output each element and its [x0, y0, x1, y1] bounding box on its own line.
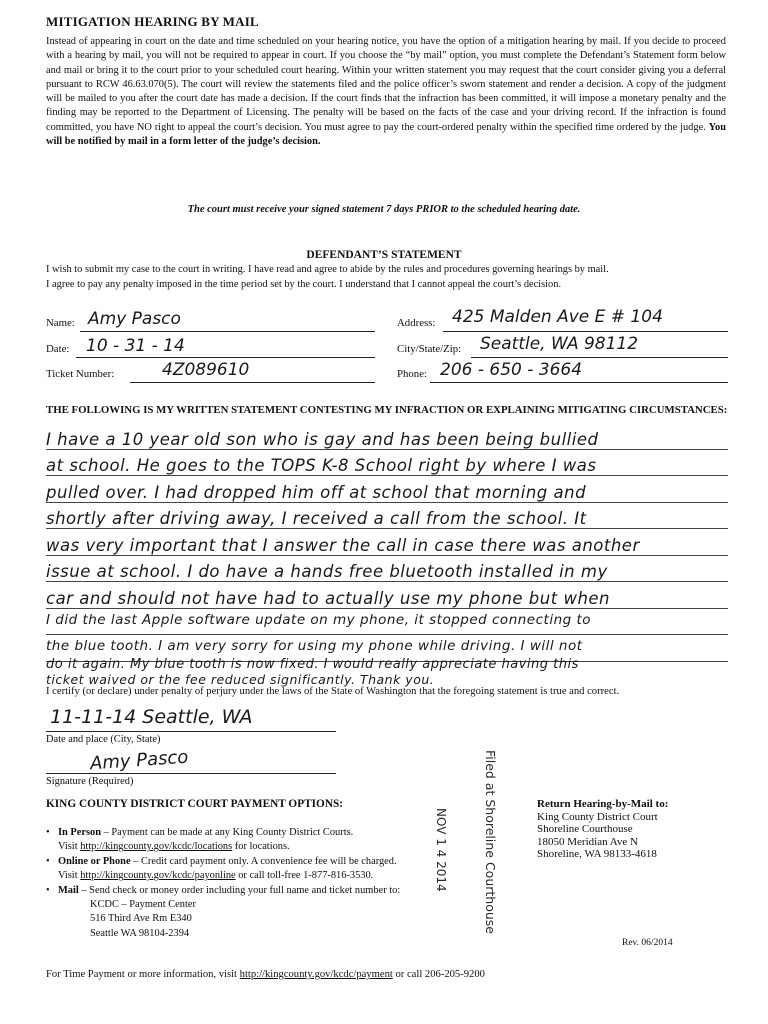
mail-address	[58, 898, 400, 941]
ruled-line	[46, 475, 728, 476]
city-state-zip-line	[471, 357, 728, 358]
mail-heading: Mail	[58, 884, 79, 896]
name-field[interactable]: Amy Pasco	[88, 309, 181, 329]
payment-option-in-person	[46, 826, 486, 855]
date-field[interactable]: 10 - 31 - 14	[86, 336, 185, 356]
handwritten-line[interactable]: do it again. My blue tooth is now fixed. I would really appreciate having this	[46, 657, 579, 672]
form-title: MITIGATION HEARING BY MAIL	[46, 14, 259, 29]
handwritten-line[interactable]: issue at school. I do have a hands free bluetooth installed in my	[46, 562, 608, 581]
phone-line	[430, 382, 728, 383]
filed-stamp-date: NOV 1 4 2014	[434, 808, 448, 892]
payment-options-title: KING COUNTY DISTRICT COURT PAYMENT OPTIONS:	[46, 798, 344, 810]
date-place-line	[46, 731, 336, 732]
ruled-line	[46, 502, 728, 503]
handwritten-line[interactable]: was very important that I answer the call in case there was another	[46, 536, 640, 555]
handwritten-line[interactable]: car and should not have had to actually use my phone but when	[46, 589, 611, 608]
certify-text: I certify (or declare) under penalty of perjury under the laws of the State of Washington that the foregoing statement is true and correct.	[46, 686, 620, 697]
payonline-link[interactable]: http://kingcounty.gov/kcdc/payonline	[80, 870, 236, 882]
return-address	[537, 798, 668, 861]
date-label: Date:	[46, 343, 70, 355]
return-address-line: Shoreline Courthouse	[537, 823, 633, 836]
ruled-line	[46, 449, 728, 450]
handwritten-line[interactable]: at school. He goes to the TOPS K-8 School right by where I was	[46, 456, 597, 475]
intro-paragraph	[46, 35, 726, 149]
online-heading: Online or Phone	[58, 855, 131, 867]
return-address-title: Return Hearing-by-Mail to:	[537, 798, 669, 810]
phone-label: Phone:	[397, 368, 427, 380]
bullet-icon: •	[46, 855, 50, 867]
ruled-line	[46, 634, 728, 635]
written-statement-heading: THE FOLLOWING IS MY WRITTEN STATEMENT CONTESTING MY INFRACTION OR EXPLAINING MITIGATING CIRCUMSTANCES:	[46, 404, 728, 416]
locations-link[interactable]: http://kingcounty.gov/kcdc/locations	[80, 841, 233, 853]
footer	[46, 969, 485, 980]
date-line	[76, 357, 375, 358]
ticket-number-line	[130, 382, 375, 383]
footer-text: For Time Payment or more information, visit	[46, 969, 240, 980]
ruled-line	[46, 608, 728, 609]
handwritten-line[interactable]: the blue tooth. I am very sorry for using my phone while driving. I will not	[46, 638, 583, 654]
in-person-tail: for locations.	[232, 841, 290, 853]
handwritten-line[interactable]: I did the last Apple software update on my phone, it stopped connecting to	[46, 612, 592, 628]
address-label: Address:	[397, 317, 436, 329]
statement-line-2: I agree to pay any penalty imposed in the time period set by the court. I understand that I cannot appeal the court’s decision.	[46, 278, 562, 290]
date-place-field[interactable]: 11-11-14 Seattle, WA	[50, 706, 253, 728]
ruled-line	[46, 581, 728, 582]
signature-field[interactable]: Amy Pasco	[89, 746, 190, 775]
payment-option-online	[46, 855, 486, 884]
online-text: – Credit card payment only. A convenience fee will be charged.	[130, 855, 397, 867]
ticket-number-field[interactable]: 4Z089610	[162, 360, 250, 380]
city-state-zip-label: City/State/Zip:	[397, 343, 462, 355]
handwritten-line[interactable]: shortly after driving away, I received a call from the school. It	[46, 509, 587, 528]
mail-address-line: Seattle WA 98104-2394	[90, 927, 190, 939]
return-address-line: King County District Court	[537, 810, 658, 823]
return-address-line: 18050 Meridian Ave N	[537, 835, 638, 848]
ticket-number-label: Ticket Number:	[46, 368, 115, 380]
mail-address-line: 516 Third Ave Rm E340	[90, 913, 192, 925]
handwritten-line[interactable]: I have a 10 year old son who is gay and has been being bullied	[46, 430, 599, 449]
bullet-icon: •	[46, 827, 50, 838]
filed-stamp: Filed at Shoreline Courthouse	[483, 750, 498, 934]
in-person-visit: Visit	[58, 841, 81, 853]
deadline-notice: The court must receive your signed statement 7 days PRIOR to the scheduled hearing date.	[187, 204, 581, 215]
online-visit: Visit	[58, 870, 81, 882]
bullet-icon: •	[46, 884, 50, 896]
footer-phone: or call 206-205-9200	[392, 969, 485, 980]
in-person-text: – Payment can be made at any King County District Courts.	[101, 827, 354, 838]
handwritten-line[interactable]: ticket waived or the fee reduced significantly. Thank you.	[46, 672, 435, 687]
handwritten-line[interactable]: pulled over. I had dropped him off at school that morning and	[46, 483, 587, 502]
in-person-heading: In Person	[58, 827, 102, 838]
ruled-line	[46, 555, 728, 556]
address-field[interactable]: 425 Malden Ave E # 104	[452, 307, 663, 327]
return-address-line: Shoreline, WA 98133-4618	[537, 848, 657, 861]
statement-title: DEFENDANT’S STATEMENT	[306, 249, 462, 261]
name-line	[80, 331, 375, 332]
payment-link[interactable]: http://kingcounty.gov/kcdc/payment	[239, 969, 393, 980]
mail-address-line: KCDC – Payment Center	[90, 899, 196, 911]
statement-agreement	[46, 263, 736, 292]
intro-bold-text: You will be notified by mail in a form letter of the judge’s decision.	[46, 121, 726, 148]
ruled-line	[46, 528, 728, 529]
phone-field[interactable]: 206 - 650 - 3664	[440, 360, 583, 380]
signature-label: Signature (Required)	[46, 776, 134, 787]
address-line	[443, 331, 728, 332]
online-tail: or call toll-free 1-877-816-3530.	[235, 870, 374, 882]
date-place-label: Date and place (City, State)	[46, 734, 161, 745]
statement-line-1: I wish to submit my case to the court in writing. I have read and agree to abide by the rules and procedures governing hearings by mail.	[46, 264, 609, 275]
name-label: Name:	[46, 317, 75, 329]
payment-option-mail	[46, 884, 486, 942]
city-state-zip-field[interactable]: Seattle, WA 98112	[480, 334, 639, 354]
payment-options-list	[46, 826, 486, 941]
revision-label: Rev. 06/2014	[622, 938, 673, 948]
intro-text: Instead of appearing in court on the date and time scheduled on your hearing notice, you have the option of a mitigation hearing by mail. If you decide to proceed with a hearing by mail, you will not be required to appear in court. If you choose the “by mail” option, you must complete the Defendant’s Statement form below and mail or bring it to the court prior to your scheduled court hearing. Within your written statement you may request that the court consider giving you a deferral pursuant to RCW 46.63.070(5). The court will review the statements filed and the police officer’s sworn statement and render a decision. A copy of the judgment will be mailed to you after the court date has made a decision. If the court finds that the infraction has been committed, it will impose a monetary penalty and the finding may be reported to the Department of Licensing. The penalty will be based on the facts of the case and your driving record. If the infraction is found committed, you have NO right to appeal the court’s decision. You must agree to pay the court-ordered penalty within the specified time ordered by the judge.	[46, 36, 726, 133]
signature-line	[46, 773, 336, 774]
mail-text: – Send check or money order including your full name and ticket number to:	[78, 884, 401, 896]
